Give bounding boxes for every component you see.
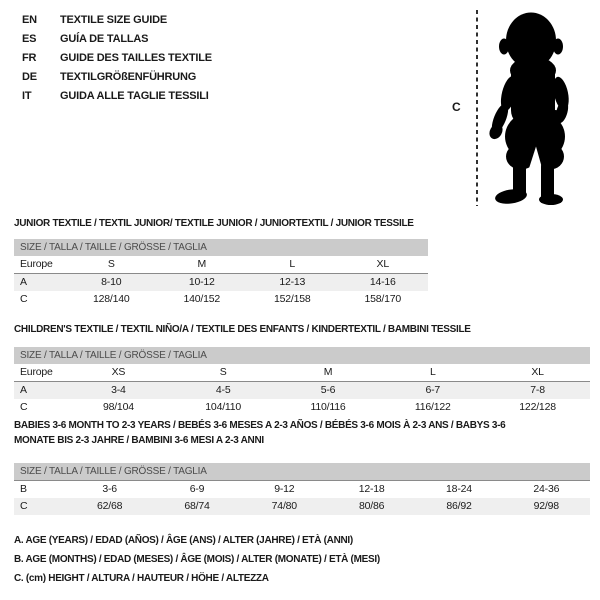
table-row-height [14, 291, 428, 308]
size-cell: XS [111, 366, 126, 378]
value-cell: 110/116 [310, 401, 346, 413]
value-cell: 18-24 [446, 483, 472, 495]
language-code: ES [22, 32, 37, 45]
row-label: Europe [20, 366, 53, 378]
value-cell: 6-7 [425, 384, 441, 396]
value-cell: 68/74 [184, 500, 210, 512]
table-row-europe [14, 256, 428, 274]
value-cell: 8-10 [101, 276, 122, 288]
size-cell: XL [376, 258, 389, 270]
legend-age-months: B. AGE (MONTHS) / EDAD (MESES) / ÂGE (MOIS) / ALTER (MONATE) / ETÀ (MESI) [14, 554, 380, 565]
row-label: B [20, 483, 27, 495]
language-code: EN [22, 13, 37, 26]
value-cell: 140/152 [183, 293, 221, 305]
value-cell: 12-13 [279, 276, 306, 288]
size-cell: L [429, 366, 436, 378]
language-code: DE [22, 70, 37, 83]
language-title: GUÍA DE TALLAS [60, 32, 149, 45]
legend-height: C. (cm) HEIGHT / ALTURA / HAUTEUR / HÖHE / ALTEZZA [14, 573, 269, 584]
legend-age-years: A. AGE (YEARS) / EDAD (AÑOS) / ÂGE (ANS) / ALTER (JAHRE) / ETÀ (ANNI) [14, 535, 353, 546]
value-cell: 122/128 [519, 401, 556, 413]
babies-table-title: BABIES 3-6 MONTH TO 2-3 YEARS / BEBÉS 3-6 MESES A 2-3 AÑOS / BÉBÉS 3-6 MOIS À 2-3 ANS / BABYS 3-6 MONATE BIS 2-3 JAHRE / BAMBINI 3-6 MESI A 2-3 ANNI [14, 420, 506, 446]
junior-size-table [14, 239, 428, 308]
value-cell: 158/170 [364, 293, 402, 305]
row-label: C [20, 401, 28, 413]
baby-silhouette-image [487, 7, 587, 205]
row-label: C [20, 500, 28, 512]
value-cell: 5-6 [320, 384, 336, 396]
language-row-it [22, 86, 212, 105]
language-row-en [22, 10, 212, 29]
size-cell: M [323, 366, 333, 378]
value-cell: 152/158 [273, 293, 311, 305]
table-row-height [14, 399, 590, 416]
value-cell: 104/110 [205, 401, 242, 413]
value-cell: 3-6 [102, 483, 117, 495]
table-row-age-years [14, 274, 428, 291]
table-row-europe [14, 364, 590, 382]
language-row-fr [22, 48, 212, 67]
height-dashed-line [476, 10, 478, 206]
size-header-bar: SIZE / TALLA / TAILLE / GRÖSSE / TAGLIA [14, 239, 428, 256]
babies-size-table [14, 463, 590, 515]
table-row-age-years [14, 382, 590, 399]
table-row-height [14, 498, 590, 515]
row-label: A [20, 384, 27, 396]
value-cell: 116/122 [414, 401, 451, 413]
row-label: C [20, 293, 28, 305]
language-list [22, 10, 212, 105]
value-cell: 12-18 [358, 483, 385, 495]
size-header-bar: SIZE / TALLA / TAILLE / GRÖSSE / TAGLIA [14, 347, 590, 364]
value-cell: 74/80 [271, 500, 297, 512]
value-cell: 62/68 [97, 500, 123, 512]
value-cell: 92/98 [533, 500, 559, 512]
value-cell: 98/104 [102, 401, 134, 413]
language-title: GUIDE DES TAILLES TEXTILE [60, 51, 212, 64]
language-code: IT [22, 89, 32, 102]
size-header-bar: SIZE / TALLA / TAILLE / GRÖSSE / TAGLIA [14, 463, 590, 481]
language-row-de [22, 67, 212, 86]
value-cell: 9-12 [274, 483, 295, 495]
height-measure-label: C [452, 100, 461, 114]
children-table-title: CHILDREN'S TEXTILE / TEXTIL NIÑO/A / TEXTILE DES ENFANTS / KINDERTEXTIL / BAMBINI TESSILE [14, 324, 471, 335]
size-cell: S [107, 258, 115, 270]
value-cell: 6-9 [189, 483, 205, 495]
size-cell: XL [531, 366, 544, 378]
value-cell: 128/140 [92, 293, 130, 305]
size-cell: M [197, 258, 207, 270]
value-cell: 24-36 [533, 483, 560, 495]
table-row-age-months [14, 481, 590, 498]
children-size-table [14, 347, 590, 416]
language-title: GUIDA ALLE TAGLIE TESSILI [60, 89, 209, 102]
value-cell: 10-12 [188, 276, 215, 288]
language-title: TEXTILGRÖßENFÜHRUNG [60, 70, 197, 83]
measurement-legend [14, 531, 380, 588]
row-label: Europe [20, 258, 53, 270]
value-cell: 86/92 [446, 500, 472, 512]
value-cell: 80/86 [359, 500, 385, 512]
language-row-es [22, 29, 212, 48]
language-code: FR [22, 51, 37, 64]
value-cell: 3-4 [111, 384, 126, 396]
value-cell: 4-5 [215, 384, 231, 396]
row-label: A [20, 276, 27, 288]
junior-table-title: JUNIOR TEXTILE / TEXTIL JUNIOR/ TEXTILE JUNIOR / JUNIORTEXTIL / JUNIOR TESSILE [14, 218, 414, 229]
language-title: TEXTILE SIZE GUIDE [60, 13, 168, 26]
size-cell: L [289, 258, 296, 270]
value-cell: 7-8 [530, 384, 545, 396]
value-cell: 14-16 [369, 276, 396, 288]
size-cell: S [219, 366, 227, 378]
